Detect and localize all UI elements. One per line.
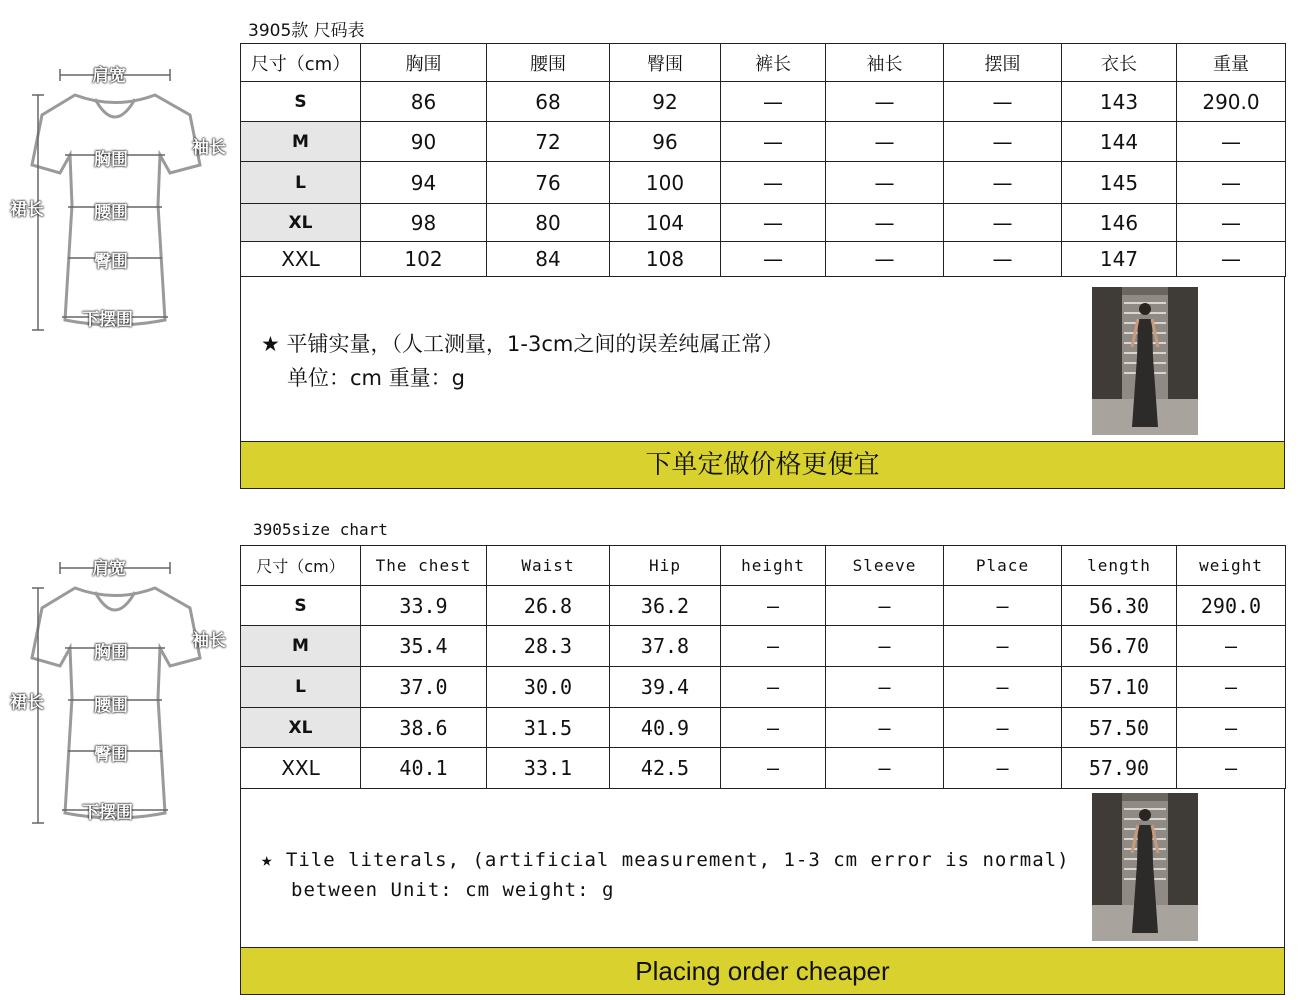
cell-length: 57.50 (1062, 708, 1177, 748)
cell-length: 57.10 (1062, 667, 1177, 708)
header-waist: 腰围 (487, 44, 610, 82)
size-label: M (241, 122, 361, 162)
label-hem: 下摆围 (82, 803, 133, 823)
cell-chest: 35.4 (361, 626, 487, 667)
cell-sleeve: — (826, 748, 944, 789)
header-hip: 臀围 (610, 44, 721, 82)
note-unit-text: between Unit: cm weight: g (291, 879, 615, 901)
size-label: XXL (241, 242, 361, 277)
cell-pants-length: — (721, 242, 826, 277)
header-hem: 摆围 (944, 44, 1062, 82)
dress-measurement-diagram (0, 548, 236, 848)
size-label: L (241, 162, 361, 204)
label-chest: 胸围 (94, 643, 128, 663)
label-hip: 臀围 (94, 252, 128, 272)
size-label: XL (241, 708, 361, 748)
cell-hem: — (944, 162, 1062, 204)
header-weight: weight (1177, 546, 1286, 586)
cell-hip: 36.2 (610, 586, 721, 626)
cell-chest: 98 (361, 204, 487, 242)
table-row (241, 667, 1286, 708)
cell-chest: 37.0 (361, 667, 487, 708)
label-waist: 腰围 (94, 696, 128, 716)
header-sleeve: Sleeve (826, 546, 944, 586)
table-row (241, 708, 1286, 748)
cell-hip: 40.9 (610, 708, 721, 748)
size-table-cn (240, 43, 1286, 277)
table-header-row (241, 546, 1286, 586)
size-label: XL (241, 204, 361, 242)
header-weight: 重量 (1177, 44, 1286, 82)
header-size: 尺寸（cm） (241, 44, 361, 82)
cell-hem: — (944, 242, 1062, 277)
label-shoulder: 肩宽 (92, 66, 126, 86)
chart-title-cn: 3905款 尺码表 (248, 21, 365, 41)
cell-length: 56.70 (1062, 626, 1177, 667)
cell-pants-length: — (721, 82, 826, 122)
cell-place: — (944, 586, 1062, 626)
cell-weight: — (1177, 667, 1286, 708)
cell-length: 143 (1062, 82, 1177, 122)
cell-hem: — (944, 82, 1062, 122)
cell-sleeve: — (826, 626, 944, 667)
star-icon: ★ (261, 332, 280, 356)
note-text-cn (261, 327, 783, 395)
cell-waist: 31.5 (487, 708, 610, 748)
table-row (241, 626, 1286, 667)
promo-banner-en: Placing order cheaper (240, 947, 1285, 995)
cell-waist: 26.8 (487, 586, 610, 626)
note-line-2 (261, 875, 1070, 905)
size-label: L (241, 667, 361, 708)
header-size: 尺寸（cm） (241, 546, 361, 586)
label-sleeve: 袖长 (192, 138, 226, 158)
cell-sleeve: — (826, 162, 944, 204)
note-line-1 (261, 327, 783, 361)
cell-sleeve: — (826, 708, 944, 748)
cell-sleeve: — (826, 586, 944, 626)
cell-weight: — (1177, 708, 1286, 748)
table-row (241, 748, 1286, 789)
note-measure-text: 平铺实量，（人工测量，1-3cm之间的误差纯属正常） (286, 332, 784, 356)
cell-weight: — (1177, 626, 1286, 667)
cell-sleeve: — (826, 242, 944, 277)
table-row (241, 162, 1286, 204)
note-measure-text: Tile literals, (artificial measurement, 1-3 cm error is normal) (285, 849, 1070, 871)
header-place: Place (944, 546, 1062, 586)
cell-length: 57.90 (1062, 748, 1177, 789)
cell-pants-length: — (721, 204, 826, 242)
cell-weight: — (1177, 242, 1286, 277)
header-chest: 胸围 (361, 44, 487, 82)
cell-height: — (721, 748, 826, 789)
table-row (241, 122, 1286, 162)
cell-waist: 76 (487, 162, 610, 204)
cell-place: — (944, 748, 1062, 789)
cell-length: 145 (1062, 162, 1177, 204)
cell-waist: 33.1 (487, 748, 610, 789)
cell-length: 146 (1062, 204, 1177, 242)
label-hip: 臀围 (94, 745, 128, 765)
label-chest: 胸围 (94, 150, 128, 170)
size-label: XXL (241, 748, 361, 789)
cell-chest: 94 (361, 162, 487, 204)
note-text-en (261, 845, 1070, 905)
header-length: length (1062, 546, 1177, 586)
product-photo (1092, 287, 1198, 435)
cell-hip: 108 (610, 242, 721, 277)
cell-hem: — (944, 122, 1062, 162)
table-row (241, 242, 1286, 277)
cell-chest: 86 (361, 82, 487, 122)
cell-place: — (944, 708, 1062, 748)
cell-length: 144 (1062, 122, 1177, 162)
chart-title-en: 3905size chart (253, 520, 388, 539)
cell-chest: 102 (361, 242, 487, 277)
cell-sleeve: — (826, 204, 944, 242)
note-line-1 (261, 845, 1070, 875)
label-shoulder: 肩宽 (92, 559, 126, 579)
header-hip: Hip (610, 546, 721, 586)
cell-place: — (944, 626, 1062, 667)
cell-chest: 38.6 (361, 708, 487, 748)
size-chart-en (0, 500, 1300, 1000)
note-line-2 (261, 361, 783, 395)
header-chest: The chest (361, 546, 487, 586)
cell-sleeve: — (826, 122, 944, 162)
cell-waist: 84 (487, 242, 610, 277)
table-row (241, 586, 1286, 626)
cell-hem: — (944, 204, 1062, 242)
cell-pants-length: — (721, 162, 826, 204)
table-row (241, 82, 1286, 122)
cell-hip: 37.8 (610, 626, 721, 667)
cell-weight: 290.0 (1177, 586, 1286, 626)
cell-height: — (721, 586, 826, 626)
size-label: S (241, 82, 361, 122)
label-hem: 下摆围 (82, 310, 133, 330)
promo-banner-cn: 下单定做价格更便宜 (240, 441, 1285, 489)
cell-weight: — (1177, 122, 1286, 162)
cell-hip: 92 (610, 82, 721, 122)
header-pants-length: 裤长 (721, 44, 826, 82)
cell-weight: — (1177, 204, 1286, 242)
table-row (241, 204, 1286, 242)
dress-measurement-diagram (0, 55, 236, 355)
cell-place: — (944, 667, 1062, 708)
cell-hip: 42.5 (610, 748, 721, 789)
label-skirt-length: 裙长 (10, 200, 44, 220)
size-label: S (241, 586, 361, 626)
table-header-row (241, 44, 1286, 82)
note-unit-text: 单位：cm 重量：g (287, 366, 466, 390)
size-chart-cn (0, 0, 1300, 490)
cell-hip: 104 (610, 204, 721, 242)
cell-hip: 100 (610, 162, 721, 204)
cell-weight: — (1177, 162, 1286, 204)
cell-weight: — (1177, 748, 1286, 789)
star-icon: ★ (261, 849, 274, 871)
cell-weight: 290.0 (1177, 82, 1286, 122)
label-skirt-length: 裙长 (10, 693, 44, 713)
cell-waist: 72 (487, 122, 610, 162)
cell-length: 147 (1062, 242, 1177, 277)
cell-chest: 90 (361, 122, 487, 162)
cell-hip: 96 (610, 122, 721, 162)
cell-pants-length: — (721, 122, 826, 162)
cell-height: — (721, 708, 826, 748)
label-sleeve: 袖长 (192, 631, 226, 651)
label-waist: 腰围 (94, 203, 128, 223)
cell-sleeve: — (826, 82, 944, 122)
header-height: height (721, 546, 826, 586)
product-photo (1092, 793, 1198, 941)
size-label: M (241, 626, 361, 667)
size-table-en (240, 545, 1286, 789)
cell-height: — (721, 667, 826, 708)
cell-hip: 39.4 (610, 667, 721, 708)
note-box-cn (240, 277, 1285, 442)
cell-chest: 40.1 (361, 748, 487, 789)
cell-chest: 33.9 (361, 586, 487, 626)
cell-waist: 68 (487, 82, 610, 122)
header-length: 衣长 (1062, 44, 1177, 82)
cell-sleeve: — (826, 667, 944, 708)
header-sleeve: 袖长 (826, 44, 944, 82)
cell-waist: 30.0 (487, 667, 610, 708)
cell-waist: 28.3 (487, 626, 610, 667)
cell-waist: 80 (487, 204, 610, 242)
note-box-en (240, 789, 1285, 948)
cell-length: 56.30 (1062, 586, 1177, 626)
cell-height: — (721, 626, 826, 667)
header-waist: Waist (487, 546, 610, 586)
